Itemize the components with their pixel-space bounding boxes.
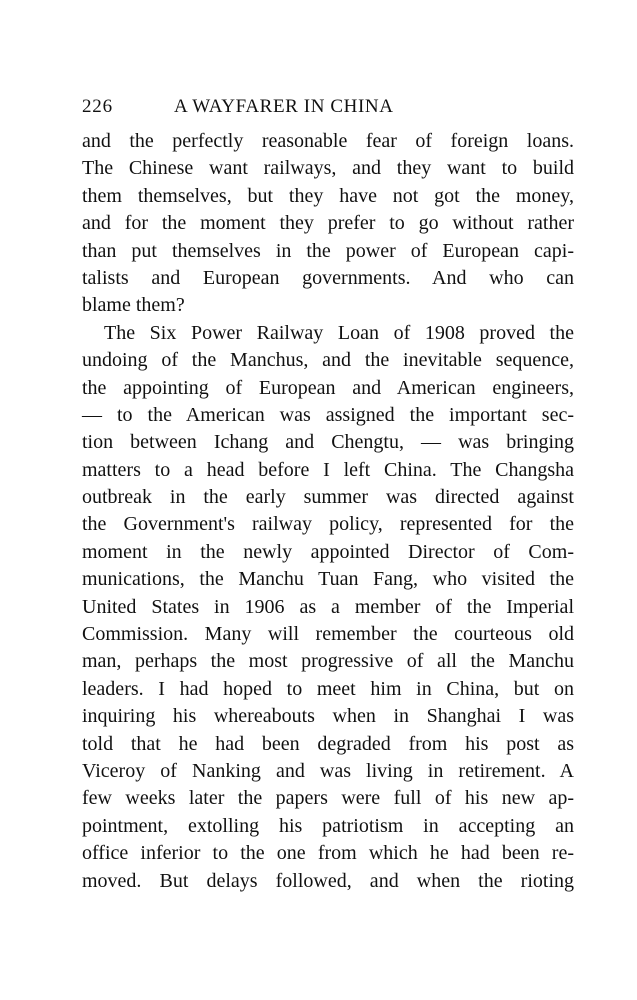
text-line: undoing of the Manchus, and the inevitable sequence, <box>82 349 574 372</box>
text-line: office inferior to the one from which he had been re- <box>82 842 574 865</box>
text-line: talists and European governments. And who can <box>82 266 574 289</box>
text-line: man, perhaps the most progressive of all the Manchu <box>82 650 574 673</box>
book-page <box>82 94 574 895</box>
text-line: the appointing of European and American engineers, <box>82 376 574 399</box>
text-line: and the perfectly reasonable fear of foreign loans. <box>82 130 574 152</box>
text-line: — to the American was assigned the important sec- <box>82 403 574 426</box>
text-line: tion between Ichang and Chengtu, — was bringing <box>82 431 574 454</box>
text-line: the Government's railway policy, represented for the <box>82 513 574 536</box>
text-line: blame them? <box>82 294 185 317</box>
page-number: 226 <box>82 96 113 117</box>
text-line: moved. But delays followed, and when the rioting <box>82 869 574 892</box>
text-line: United States in 1906 as a member of the Imperial <box>82 595 574 618</box>
text-line: leaders. I had hoped to meet him in China, but on <box>82 677 574 700</box>
text-line: told that he had been degraded from his post as <box>82 732 574 755</box>
text-line: munications, the Manchu Tuan Fang, who visited the <box>82 568 574 591</box>
running-title: A WAYFARER IN CHINA <box>174 96 394 117</box>
text-line: them themselves, but they have not got the money, <box>82 184 574 207</box>
text-line: inquiring his whereabouts when in Shanghai I was <box>82 705 574 728</box>
text-line: outbreak in the early summer was directed against <box>82 486 574 509</box>
text-line: matters to a head before I left China. The Changsha <box>82 458 574 481</box>
text-line: than put themselves in the power of European capi- <box>82 239 574 262</box>
text-line: moment in the newly appointed Director of Com- <box>82 540 574 563</box>
text-line: Commission. Many will remember the courteous old <box>82 623 574 646</box>
text-line: and for the moment they prefer to go without rather <box>82 212 574 235</box>
text-line: The Chinese want railways, and they want to build <box>82 157 574 180</box>
text-line: pointment, extolling his patriotism in accepting an <box>82 814 574 837</box>
text-line: Viceroy of Nanking and was living in retirement. A <box>82 759 574 782</box>
body-text <box>82 128 574 895</box>
running-head <box>82 94 574 124</box>
paragraph-first-line: The Six Power Railway Loan of 1908 proved the <box>104 321 574 344</box>
text-line: few weeks later the papers were full of his new ap- <box>82 787 574 810</box>
